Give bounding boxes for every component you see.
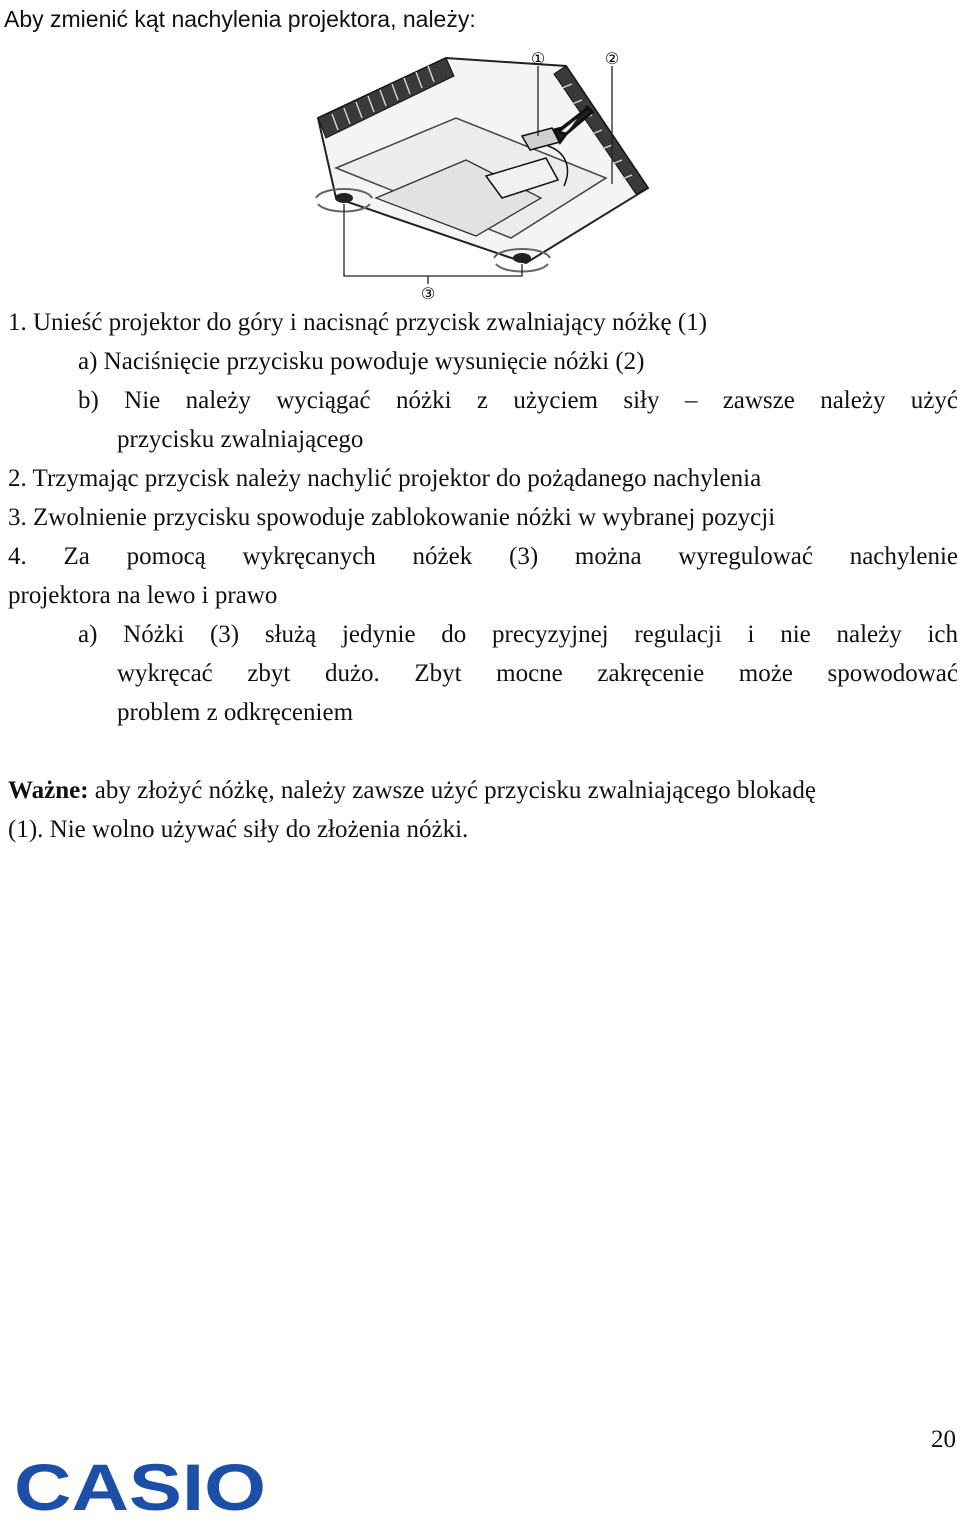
adjustable-foot-left bbox=[335, 193, 353, 203]
important-note-line2: (1). Nie wolno używać siły do złożenia nóżki. bbox=[8, 816, 469, 843]
adjustable-foot-right bbox=[513, 253, 531, 263]
step-1: 1. Unieść projektor do góry i nacisnąć przycisk zwalniający nóżkę (1) bbox=[8, 309, 708, 336]
step-4-line2: projektora na lewo i prawo bbox=[8, 582, 278, 609]
step-4a-line1: a) Nóżki (3) służą jedynie do precyzyjnej regulacji i nie należy ich bbox=[78, 621, 958, 648]
step-3: 3. Zwolnienie przycisku spowoduje zablokowanie nóżki w wybranej pozycji bbox=[8, 504, 776, 531]
step-4a-line3: problem z odkręceniem bbox=[117, 699, 354, 726]
important-label: Ważne: bbox=[8, 777, 89, 804]
step-4a-line2: wykręcać zbyt dużo. Zbyt mocne zakręcenie może spowodować bbox=[117, 660, 958, 687]
step-1a: a) Naciśnięcie przycisku powoduje wysunięcie nóżki (2) bbox=[78, 348, 645, 375]
page-number: 20 bbox=[931, 1426, 956, 1453]
callout-1: ① bbox=[530, 49, 546, 68]
callout-2: ② bbox=[604, 49, 620, 68]
step-1b-line1: b) Nie należy wyciągać nóżki z użyciem siły – zawsze należy użyć bbox=[78, 387, 958, 414]
intro-text: Aby zmienić kąt nachylenia projektora, należy: bbox=[4, 6, 476, 32]
projector-tilt-illustration bbox=[296, 48, 668, 300]
important-note-line1 bbox=[8, 776, 816, 806]
casio-logo bbox=[14, 1458, 272, 1518]
step-4-line1: 4. Za pomocą wykręcanych nóżek (3) można wyregulować nachylenie bbox=[8, 543, 958, 570]
svg-text:CASIO: CASIO bbox=[14, 1458, 266, 1518]
important-text: aby złożyć nóżkę, należy zawsze użyć przycisku zwalniającego blokadę bbox=[88, 777, 816, 804]
step-1b-line2: przycisku zwalniającego bbox=[117, 426, 364, 453]
callout-3: ③ bbox=[420, 284, 436, 300]
step-2: 2. Trzymając przycisk należy nachylić projektor do pożądanego nachylenia bbox=[8, 465, 762, 492]
